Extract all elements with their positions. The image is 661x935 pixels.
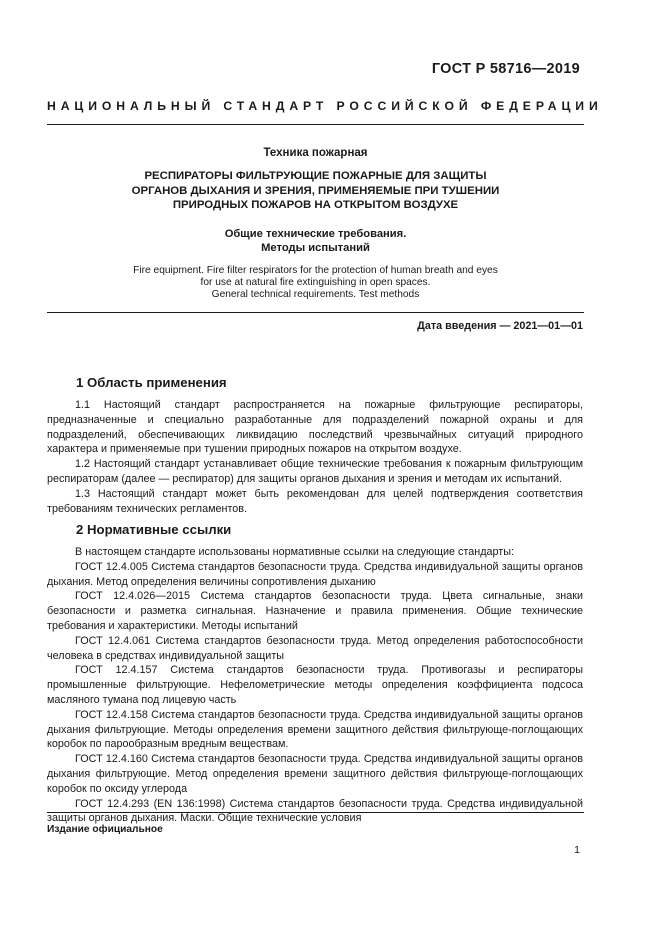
footer-divider xyxy=(47,812,584,813)
reference-item: ГОСТ 12.4.026—2015 Система стандартов безопасности труда. Цвета сигнальные, знаки безопасности и разметка сигнальная. Назначение и правила применения. Общие технические требования и характеристики. Методы испытаний xyxy=(47,590,583,632)
edition-label: Издание официальное xyxy=(47,824,163,835)
reference-item: ГОСТ 12.4.061 Система стандартов безопасности труда. Метод определения работоспособности человека в средствах индивидуальной защиты xyxy=(47,634,583,662)
document-subtitle xyxy=(47,227,584,255)
paragraph: 1.3 Настоящий стандарт может быть рекомендован для целей подтверждения соответствия требованиям технических регламентов. xyxy=(47,487,583,515)
reference-item: ГОСТ 12.4.005 Система стандартов безопасности труда. Средства индивидуальной защиты органов дыхания. Метод определения величины сопротивления дыханию xyxy=(47,560,583,588)
reference-item: ГОСТ 12.4.158 Система стандартов безопасности труда. Средства индивидуальной защиты органов дыхания фильтрующие. Методы определения времени защитного действия фильтрующе-поглощающих коробок по парообразным вредным веществам. xyxy=(47,708,583,751)
subtitle-line: Общие технические требования. xyxy=(224,228,407,240)
paragraph: В настоящем стандарте использованы нормативные ссылки на следующие стандарты: xyxy=(75,546,514,558)
document-number: ГОСТ Р 58716—2019 xyxy=(431,61,580,77)
section-heading: 1 Область применения xyxy=(76,375,227,390)
section-body xyxy=(47,398,583,516)
introduction-date: Дата введения — 2021—01—01 xyxy=(417,320,583,332)
subtitle-line: Методы испытаний xyxy=(261,242,370,254)
section-body xyxy=(47,545,583,826)
reference-item: ГОСТ 12.4.293 (EN 136:1998) Система стандартов безопасности труда. Средства индивидуальной защиты органов дыхания. Маски. Общие технические условия xyxy=(47,797,583,825)
paragraph: 1.2 Настоящий стандарт устанавливает общие технические требования к пожарным фильтрующим респираторам (далее — респиратор) для защиты органов дыхания и зрения и методам их испытаний. xyxy=(47,458,583,485)
title-line: РЕСПИРАТОРЫ ФИЛЬТРУЮЩИЕ ПОЖАРНЫЕ ДЛЯ ЗАЩИТЫ xyxy=(144,170,487,182)
section-heading: 2 Нормативные ссылки xyxy=(76,522,232,537)
english-title-line: Fire equipment. Fire filter respirators for the protection of human breath and eyes xyxy=(133,265,498,276)
reference-item: ГОСТ 12.4.157 Система стандартов безопасности труда. Противогазы и респираторы промышленные фильтрующие. Нефелометрические методы определения коэффициента подсоса масляного тумана под лицевую часть xyxy=(47,664,583,706)
header-divider xyxy=(47,124,584,125)
title-line: ПРИРОДНЫХ ПОЖАРОВ НА ОТКРЫТОМ ВОЗДУХЕ xyxy=(172,199,459,211)
english-title-line: General technical requirements. Test methods xyxy=(211,289,420,301)
page-number: 1 xyxy=(574,844,580,856)
document-title xyxy=(47,169,584,213)
title-divider xyxy=(47,312,584,313)
title-line: ОРГАНОВ ДЫХАНИЯ И ЗРЕНИЯ, ПРИМЕНЯЕМЫЕ ПРИ ТУШЕНИИ xyxy=(131,184,500,197)
standard-banner: НАЦИОНАЛЬНЫЙ СТАНДАРТ РОССИЙСКОЙ ФЕДЕРАЦИИ xyxy=(47,99,603,113)
english-title xyxy=(47,265,584,302)
paragraph: 1.1 Настоящий стандарт распространяется на пожарные фильтрующие респираторы, предназначенные и специально разработанные для подразделений пожарной охраны и для подразделений, обеспечивающих ликвидацию последствий чрезвычайных ситуаций природного характера и применяемые при тушении природных пожаров на открытом воздухе. xyxy=(47,399,583,456)
category-label: Техника пожарная xyxy=(263,147,368,159)
english-title-line: for use at natural fire extinguishing in open spaces. xyxy=(200,277,431,289)
reference-item: ГОСТ 12.4.160 Система стандартов безопасности труда. Средства индивидуальной защиты органов дыхания фильтрующие. Метод определения времени защитного действия фильтрующе-поглощающих коробок по оксиду углерода xyxy=(47,753,583,795)
